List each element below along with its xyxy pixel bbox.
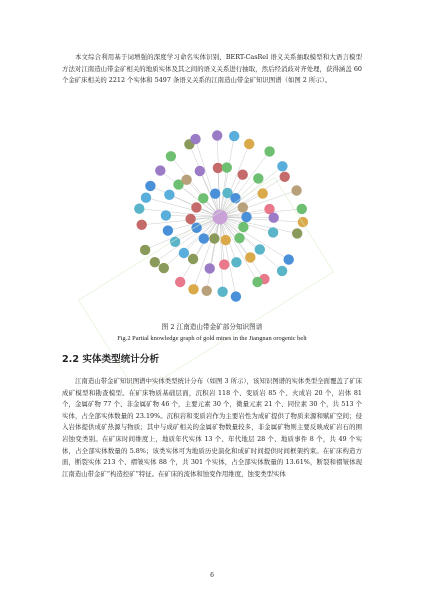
graph-node [280, 172, 290, 182]
graph-node [229, 131, 239, 141]
graph-node [190, 134, 200, 144]
graph-node [210, 189, 220, 199]
intro-paragraph: 本文综合利用基于词增强的深度学习命名实体识别、BERT-CasRel 语义关系抽取模型和大语言模型方法对江南造山带金矿相关的地质实体及其之间的语义关系进行抽取，然后经消歧对齐处理，获得涵盖 60 个金矿床相关的 2212 个实体和 5497 条语义关系的江南造山带金矿知识图谱（如图 2 所示）。 [62, 53, 362, 85]
stats-paragraph: 江南造山带金矿知识图谱中实体类型统计分布（如图 3 所示），该知识图谱的实体类型全面覆盖了矿床成矿模型和勘查模型。在矿床物质基础层面，沉积岩 118 个、变质岩 85 个、火成岩 20 个，岩体 81 个，金属矿物 77 个、非金属矿物 46 个，主要元素 30 个，微量元素 21 个、同位素 30 个，共 513 个实体，占全部实体数量的 23.19%。沉积岩和变质岩作为主要岩性为成矿提供了物质来源和赋矿空间；侵入岩体提供成矿热源与物质；其中与成矿相关的金属矿物数量较多，非金属矿物则主要反映成矿岩石的围岩蚀变类别。在矿床时间维度上，地质年代实体 13 个、年代地层 28 个、地质事件 8 个，共 49 个实体，占全部实体数量的 5.8%；该类实体可为地质历史演化和成矿时间提供时间框架约束。在矿床构造方面，断裂实体 213 个、褶皱实体 88 个，共 301 个实体，占全部实体数量的 13.61%，断裂和褶皱体现江南造山带金矿“构造控矿”特征。在矿床的流体和蚀变作用维度，蚀变类型实体 [62, 377, 362, 478]
graph-node [141, 193, 151, 203]
graph-node [164, 190, 174, 200]
graph-node [166, 151, 176, 161]
graph-node [238, 170, 248, 180]
graph-node [222, 162, 232, 172]
graph-node [181, 175, 191, 185]
graph-node [137, 220, 147, 230]
section-heading: 2.2 实体类型统计分析 [62, 354, 160, 365]
graph-node [253, 173, 263, 183]
graph-node [161, 210, 171, 220]
page-number: 6 [210, 572, 214, 579]
graph-node [140, 245, 150, 255]
figure-caption-en: Fig.2 Partial knowledge graph of gold mines in the Jiangnan orogenic belt [117, 335, 307, 342]
graph-node [198, 193, 208, 203]
graph-node [155, 165, 165, 175]
graph-node [291, 185, 301, 195]
figure-caption-cn: 图 2 江南造山带金矿部分知识图谱 [161, 323, 263, 331]
graph-node [264, 146, 274, 156]
graph-node [277, 161, 287, 171]
graph-node [185, 214, 195, 224]
graph-node [244, 139, 254, 149]
graph-node [212, 130, 222, 140]
graph-node [163, 225, 173, 235]
graph-node [134, 204, 144, 214]
graph-node [213, 163, 223, 173]
graph-node [297, 204, 307, 214]
graph-node [145, 181, 155, 191]
graph-node [195, 166, 205, 176]
graph-node [191, 202, 201, 212]
